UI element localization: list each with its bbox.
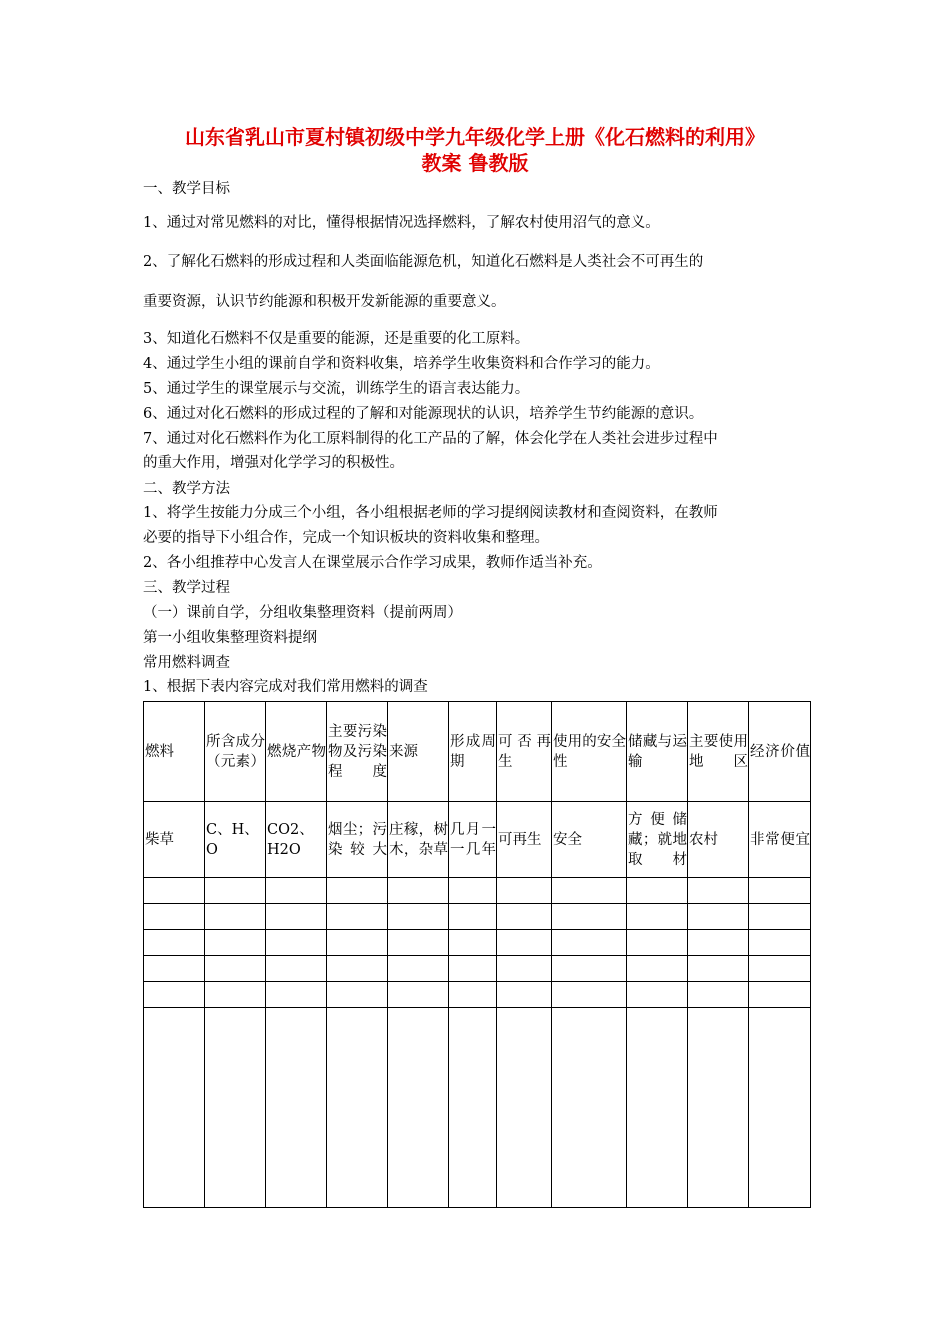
section-heading-goals: 一、教学目标	[143, 181, 230, 197]
table-row	[144, 982, 811, 1008]
cell-economic-value: 非常便宜	[749, 802, 811, 878]
document-title-line2: 教案 鲁教版	[421, 151, 529, 175]
cell-pollutants: 烟尘；污染较大	[327, 802, 388, 878]
group1-outline: 第一小组收集整理资料提纲	[143, 630, 317, 646]
table-row	[144, 802, 811, 878]
survey-instruction: 1、根据下表内容完成对我们常用燃料的调查	[143, 679, 428, 695]
subsection-preclass: （一）课前自学，分组收集整理资料（提前两周）	[143, 605, 462, 621]
method-1-line2: 必要的指导下小组合作，完成一个知识板块的资料收集和整理。	[143, 530, 549, 546]
header-combustion-products: 燃烧产物	[266, 702, 327, 802]
fuel-survey-table	[143, 701, 811, 1208]
goal-6: 6、通过对化石燃料的形成过程的了解和对能源现状的认识，培养学生节约能源的意识。	[143, 406, 704, 422]
method-1-line1: 1、将学生按能力分成三个小组，各小组根据老师的学习提纲阅读教材和查阅资料，在教师	[143, 505, 718, 521]
header-source: 来源	[388, 702, 449, 802]
cell-safety: 安全	[552, 802, 627, 878]
survey-title: 常用燃料调查	[143, 655, 230, 671]
goal-2-line1: 2、了解化石燃料的形成过程和人类面临能源危机，知道化石燃料是人类社会不可再生的	[143, 254, 704, 270]
header-pollutants: 主要污染物及污染程度	[327, 702, 388, 802]
document-title-line1: 山东省乳山市夏村镇初级中学九年级化学上册《化石燃料的利用》	[185, 125, 765, 149]
goal-3: 3、知道化石燃料不仅是重要的能源，还是重要的化工原料。	[143, 331, 530, 347]
table-row	[144, 956, 811, 982]
header-formation-period: 形成周期	[449, 702, 497, 802]
cell-renewable: 可再生	[497, 802, 552, 878]
cell-storage-transport: 方便储藏；就地取材	[627, 802, 688, 878]
goal-7-line1: 7、通过对化石燃料作为化工原料制得的化工产品的了解，体会化学在人类社会进步过程中	[143, 431, 718, 447]
header-safety: 使用的安全性	[552, 702, 627, 802]
cell-composition: C、H、O	[205, 802, 266, 878]
header-renewable: 可否再生	[497, 702, 552, 802]
goal-4: 4、通过学生小组的课前自学和资料收集，培养学生收集资料和合作学习的能力。	[143, 356, 660, 372]
header-economic-value: 经济价值	[749, 702, 811, 802]
cell-combustion-products: CO2、H2O	[266, 802, 327, 878]
table-row	[144, 930, 811, 956]
section-heading-process: 三、教学过程	[143, 580, 230, 596]
goal-5: 5、通过学生的课堂展示与交流，训练学生的语言表达能力。	[143, 381, 530, 397]
cell-source: 庄稼，树木，杂草	[388, 802, 449, 878]
table-header-row	[144, 702, 811, 802]
cell-region: 农村	[688, 802, 749, 878]
cell-fuel: 柴草	[144, 802, 205, 878]
goal-1: 1、通过对常见燃料的对比，懂得根据情况选择燃料，了解农村使用沼气的意义。	[143, 215, 660, 231]
table-row	[144, 878, 811, 904]
header-fuel: 燃料	[144, 702, 205, 802]
table-row	[144, 1008, 811, 1208]
goal-2-line2: 重要资源，认识节约能源和积极开发新能源的重要意义。	[143, 294, 506, 310]
table-row	[144, 904, 811, 930]
section-heading-methods: 二、教学方法	[143, 481, 230, 497]
header-storage-transport: 储藏与运输	[627, 702, 688, 802]
cell-formation-period: 几月一一几年	[449, 802, 497, 878]
method-2: 2、各小组推荐中心发言人在课堂展示合作学习成果，教师作适当补充。	[143, 555, 602, 571]
goal-7-line2: 的重大作用，增强对化学学习的积极性。	[143, 455, 404, 471]
header-region: 主要使用地区	[688, 702, 749, 802]
header-composition: 所含成分（元素）	[205, 702, 266, 802]
